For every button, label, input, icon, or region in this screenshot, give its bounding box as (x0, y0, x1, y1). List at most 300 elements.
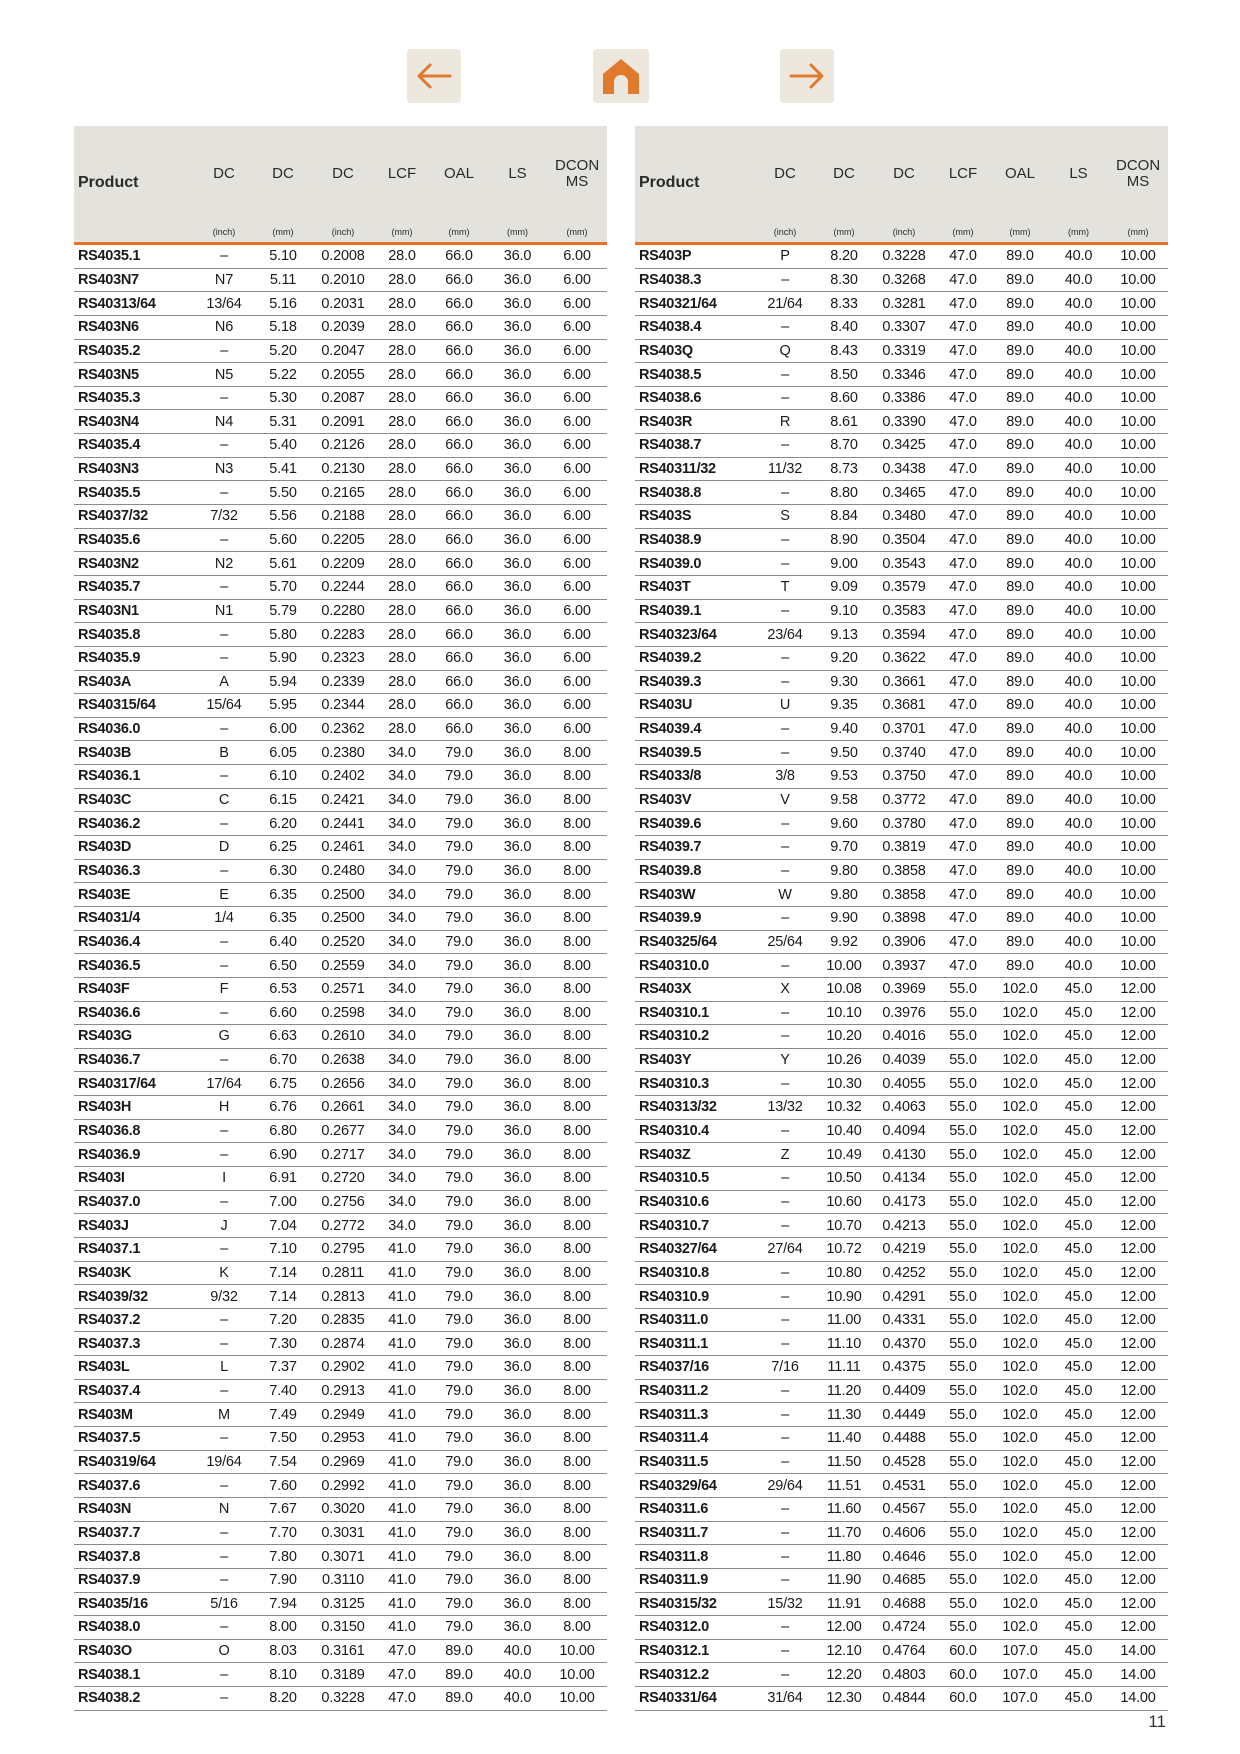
dc-inch-cell: – (755, 434, 815, 458)
dc-mm-cell: 7.04 (254, 1214, 312, 1238)
dcon-ms-cell: 12.00 (1108, 1308, 1168, 1332)
column-header-dcon-ms: DCON MS (1108, 126, 1168, 222)
oal-cell: 89.0 (991, 457, 1049, 481)
unit-dc-mm: (mm) (815, 222, 873, 244)
product-cell: RS403N7 (74, 268, 194, 292)
dc-inch-cell: 7/16 (755, 1356, 815, 1380)
dc-inch-cell: J (194, 1214, 254, 1238)
dc-inch-decimal-cell: 0.2520 (312, 930, 374, 954)
ls-cell: 36.0 (488, 859, 547, 883)
product-cell: RS40312.1 (635, 1639, 755, 1663)
ls-cell: 36.0 (488, 339, 547, 363)
ls-cell: 36.0 (488, 1190, 547, 1214)
table-row (635, 765, 1168, 789)
dc-inch-cell: – (755, 1379, 815, 1403)
ls-cell: 40.0 (1049, 552, 1108, 576)
dc-inch-decimal-cell: 0.3701 (873, 717, 935, 741)
dcon-ms-cell: 8.00 (547, 1592, 607, 1616)
product-cell: RS4036.5 (74, 954, 194, 978)
dc-inch-cell: 9/32 (194, 1285, 254, 1309)
table-row (74, 505, 607, 529)
table-row (635, 812, 1168, 836)
dc-inch-decimal-cell: 0.2402 (312, 765, 374, 789)
lcf-cell: 47.0 (935, 363, 991, 387)
table-row (635, 1427, 1168, 1451)
table-row (74, 410, 607, 434)
dc-inch-cell: – (194, 244, 254, 269)
dc-mm-cell: 10.26 (815, 1048, 873, 1072)
ls-cell: 40.0 (1049, 741, 1108, 765)
dcon-ms-cell: 14.00 (1108, 1687, 1168, 1711)
dc-mm-cell: 10.20 (815, 1025, 873, 1049)
lcf-cell: 47.0 (935, 386, 991, 410)
dc-mm-cell: 5.18 (254, 315, 312, 339)
product-cell: RS4035.5 (74, 481, 194, 505)
product-cell: RS4035.1 (74, 244, 194, 269)
dc-inch-decimal-cell: 0.2795 (312, 1237, 374, 1261)
ls-cell: 36.0 (488, 1403, 547, 1427)
table-row (74, 1143, 607, 1167)
table-row (635, 434, 1168, 458)
product-cell: RS403N3 (74, 457, 194, 481)
dc-mm-cell: 10.80 (815, 1261, 873, 1285)
oal-cell: 66.0 (430, 552, 488, 576)
next-page-button[interactable] (780, 49, 834, 103)
table-row (74, 1332, 607, 1356)
ls-cell: 36.0 (488, 1356, 547, 1380)
dc-mm-cell: 5.30 (254, 386, 312, 410)
ls-cell: 36.0 (488, 1450, 547, 1474)
dc-mm-cell: 10.00 (815, 954, 873, 978)
dc-mm-cell: 8.20 (254, 1687, 312, 1711)
lcf-cell: 34.0 (374, 1025, 430, 1049)
table-row (74, 1592, 607, 1616)
oal-cell: 79.0 (430, 1001, 488, 1025)
dc-inch-decimal-cell: 0.4055 (873, 1072, 935, 1096)
product-cell: RS403N1 (74, 599, 194, 623)
column-header-ls: LS (1049, 126, 1108, 222)
lcf-cell: 28.0 (374, 457, 430, 481)
oal-cell: 102.0 (991, 1568, 1049, 1592)
product-cell: RS40317/64 (74, 1072, 194, 1096)
dc-inch-cell: – (194, 1190, 254, 1214)
dcon-ms-cell: 8.00 (547, 977, 607, 1001)
dc-mm-cell: 6.60 (254, 1001, 312, 1025)
ls-cell: 45.0 (1049, 1072, 1108, 1096)
dc-inch-decimal-cell: 0.2008 (312, 244, 374, 269)
oal-cell: 102.0 (991, 1427, 1049, 1451)
lcf-cell: 47.0 (935, 457, 991, 481)
product-cell: RS4037/32 (74, 505, 194, 529)
oal-cell: 66.0 (430, 315, 488, 339)
table-row (74, 434, 607, 458)
oal-cell: 102.0 (991, 1214, 1049, 1238)
dcon-ms-cell: 6.00 (547, 528, 607, 552)
dcon-ms-cell: 10.00 (1108, 859, 1168, 883)
dc-mm-cell: 8.33 (815, 292, 873, 316)
table-row (74, 457, 607, 481)
product-cell: RS403K (74, 1261, 194, 1285)
page-number: 11 (1148, 1712, 1166, 1731)
ls-cell: 36.0 (488, 434, 547, 458)
oal-cell: 89.0 (991, 481, 1049, 505)
lcf-cell: 47.0 (935, 765, 991, 789)
dc-mm-cell: 6.00 (254, 717, 312, 741)
lcf-cell: 34.0 (374, 859, 430, 883)
ls-cell: 45.0 (1049, 1427, 1108, 1451)
lcf-cell: 34.0 (374, 812, 430, 836)
table-row (74, 1639, 607, 1663)
ls-cell: 36.0 (488, 670, 547, 694)
lcf-cell: 41.0 (374, 1356, 430, 1380)
lcf-cell: 55.0 (935, 1545, 991, 1569)
dc-mm-cell: 8.60 (815, 386, 873, 410)
product-cell: RS4033/8 (635, 765, 755, 789)
product-cell: RS4035.7 (74, 575, 194, 599)
lcf-cell: 28.0 (374, 292, 430, 316)
dc-inch-cell: L (194, 1356, 254, 1380)
oal-cell: 89.0 (991, 410, 1049, 434)
ls-cell: 40.0 (1049, 930, 1108, 954)
lcf-cell: 28.0 (374, 410, 430, 434)
lcf-cell: 28.0 (374, 528, 430, 552)
product-cell: RS403N5 (74, 363, 194, 387)
dc-inch-cell: – (755, 1450, 815, 1474)
dc-inch-decimal-cell: 0.3858 (873, 859, 935, 883)
product-cell: RS4038.5 (635, 363, 755, 387)
lcf-cell: 41.0 (374, 1592, 430, 1616)
dcon-ms-cell: 10.00 (1108, 954, 1168, 978)
table-row (74, 1450, 607, 1474)
lcf-cell: 55.0 (935, 1497, 991, 1521)
lcf-cell: 34.0 (374, 1001, 430, 1025)
lcf-cell: 47.0 (935, 859, 991, 883)
dc-inch-decimal-cell: 0.3661 (873, 670, 935, 694)
dc-inch-decimal-cell: 0.2717 (312, 1143, 374, 1167)
dc-inch-decimal-cell: 0.2835 (312, 1308, 374, 1332)
dc-inch-cell: – (755, 1616, 815, 1640)
dcon-ms-cell: 8.00 (547, 859, 607, 883)
dc-inch-decimal-cell: 0.4252 (873, 1261, 935, 1285)
dc-inch-decimal-cell: 0.3161 (312, 1639, 374, 1663)
dc-inch-cell: 29/64 (755, 1474, 815, 1498)
dc-mm-cell: 5.16 (254, 292, 312, 316)
lcf-cell: 34.0 (374, 765, 430, 789)
dc-mm-cell: 6.35 (254, 906, 312, 930)
dc-mm-cell: 10.32 (815, 1096, 873, 1120)
dc-mm-cell: 5.95 (254, 694, 312, 718)
dc-inch-decimal-cell: 0.3969 (873, 977, 935, 1001)
table-row (74, 859, 607, 883)
oal-cell: 66.0 (430, 670, 488, 694)
product-cell: RS4037/16 (635, 1356, 755, 1380)
ls-cell: 45.0 (1049, 1190, 1108, 1214)
dc-inch-decimal-cell: 0.2874 (312, 1332, 374, 1356)
dc-mm-cell: 5.70 (254, 575, 312, 599)
dc-inch-decimal-cell: 0.2010 (312, 268, 374, 292)
ls-cell: 36.0 (488, 1568, 547, 1592)
dcon-ms-cell: 6.00 (547, 552, 607, 576)
dc-mm-cell: 11.10 (815, 1332, 873, 1356)
product-cell: RS4036.7 (74, 1048, 194, 1072)
ls-cell: 36.0 (488, 410, 547, 434)
table-row (74, 1403, 607, 1427)
ls-cell: 40.0 (1049, 292, 1108, 316)
dcon-ms-cell: 12.00 (1108, 1119, 1168, 1143)
lcf-cell: 55.0 (935, 1237, 991, 1261)
ls-cell: 36.0 (488, 1096, 547, 1120)
product-cell: RS4039.9 (635, 906, 755, 930)
ls-cell: 40.0 (1049, 883, 1108, 907)
product-cell: RS4037.9 (74, 1568, 194, 1592)
dcon-ms-cell: 10.00 (1108, 599, 1168, 623)
dc-mm-cell: 7.10 (254, 1237, 312, 1261)
ls-cell: 40.0 (1049, 363, 1108, 387)
dc-inch-cell: S (755, 505, 815, 529)
dc-inch-decimal-cell: 0.3150 (312, 1616, 374, 1640)
product-cell: RS40315/64 (74, 694, 194, 718)
oal-cell: 66.0 (430, 410, 488, 434)
lcf-cell: 47.0 (935, 575, 991, 599)
dc-inch-decimal-cell: 0.2953 (312, 1427, 374, 1451)
dc-mm-cell: 6.35 (254, 883, 312, 907)
previous-page-button[interactable] (407, 49, 461, 103)
ls-cell: 36.0 (488, 1048, 547, 1072)
dcon-ms-cell: 6.00 (547, 670, 607, 694)
dc-inch-decimal-cell: 0.4370 (873, 1332, 935, 1356)
dcon-ms-cell: 8.00 (547, 1308, 607, 1332)
unit-product (74, 222, 194, 244)
table-row (74, 575, 607, 599)
dc-mm-cell: 11.30 (815, 1403, 873, 1427)
dc-inch-cell: 13/64 (194, 292, 254, 316)
lcf-cell: 47.0 (935, 481, 991, 505)
dc-inch-decimal-cell: 0.4213 (873, 1214, 935, 1238)
dc-mm-cell: 7.90 (254, 1568, 312, 1592)
product-cell: RS403U (635, 694, 755, 718)
dcon-ms-cell: 8.00 (547, 1166, 607, 1190)
dcon-ms-cell: 8.00 (547, 1214, 607, 1238)
dc-mm-cell: 6.15 (254, 788, 312, 812)
dc-inch-decimal-cell: 0.2055 (312, 363, 374, 387)
dc-mm-cell: 9.00 (815, 552, 873, 576)
dc-inch-cell: – (194, 930, 254, 954)
unit-lcf: (mm) (374, 222, 430, 244)
dcon-ms-cell: 10.00 (1108, 505, 1168, 529)
oal-cell: 66.0 (430, 386, 488, 410)
lcf-cell: 28.0 (374, 670, 430, 694)
dc-inch-cell: – (755, 1308, 815, 1332)
lcf-cell: 55.0 (935, 1616, 991, 1640)
lcf-cell: 28.0 (374, 315, 430, 339)
oal-cell: 66.0 (430, 599, 488, 623)
dc-mm-cell: 10.40 (815, 1119, 873, 1143)
dcon-ms-cell: 8.00 (547, 930, 607, 954)
ls-cell: 40.0 (1049, 386, 1108, 410)
dcon-ms-cell: 12.00 (1108, 1261, 1168, 1285)
table-row (74, 481, 607, 505)
lcf-cell: 47.0 (935, 339, 991, 363)
ls-cell: 45.0 (1049, 1261, 1108, 1285)
dc-inch-decimal-cell: 0.3622 (873, 646, 935, 670)
oal-cell: 89.0 (991, 315, 1049, 339)
lcf-cell: 41.0 (374, 1261, 430, 1285)
oal-cell: 79.0 (430, 930, 488, 954)
oal-cell: 89.0 (991, 836, 1049, 860)
lcf-cell: 55.0 (935, 1190, 991, 1214)
dc-inch-decimal-cell: 0.2656 (312, 1072, 374, 1096)
table-row (635, 1001, 1168, 1025)
lcf-cell: 28.0 (374, 575, 430, 599)
dc-mm-cell: 6.80 (254, 1119, 312, 1143)
lcf-cell: 34.0 (374, 1096, 430, 1120)
dcon-ms-cell: 8.00 (547, 1356, 607, 1380)
ls-cell: 36.0 (488, 1592, 547, 1616)
lcf-cell: 34.0 (374, 977, 430, 1001)
table-row (74, 670, 607, 694)
dcon-ms-cell: 12.00 (1108, 1592, 1168, 1616)
lcf-cell: 28.0 (374, 481, 430, 505)
ls-cell: 36.0 (488, 457, 547, 481)
table-row (635, 788, 1168, 812)
dc-mm-cell: 5.61 (254, 552, 312, 576)
dc-inch-decimal-cell: 0.4130 (873, 1143, 935, 1167)
lcf-cell: 47.0 (935, 812, 991, 836)
oal-cell: 102.0 (991, 1521, 1049, 1545)
table-row (635, 883, 1168, 907)
dc-inch-cell: – (755, 1545, 815, 1569)
dcon-ms-cell: 10.00 (1108, 244, 1168, 269)
dcon-ms-cell: 12.00 (1108, 1001, 1168, 1025)
dc-inch-decimal-cell: 0.4646 (873, 1545, 935, 1569)
ls-cell: 36.0 (488, 1166, 547, 1190)
dc-inch-cell: – (755, 1025, 815, 1049)
dc-inch-cell: X (755, 977, 815, 1001)
dc-inch-decimal-cell: 0.2209 (312, 552, 374, 576)
dc-inch-cell: – (194, 481, 254, 505)
oal-cell: 79.0 (430, 812, 488, 836)
dc-inch-cell: – (194, 1616, 254, 1640)
dc-inch-decimal-cell: 0.3425 (873, 434, 935, 458)
table-row (635, 1332, 1168, 1356)
home-button[interactable] (593, 49, 649, 103)
dc-inch-cell: – (755, 812, 815, 836)
dc-inch-cell: N4 (194, 410, 254, 434)
dcon-ms-cell: 12.00 (1108, 1025, 1168, 1049)
dcon-ms-cell: 8.00 (547, 1568, 607, 1592)
dc-mm-cell: 7.14 (254, 1261, 312, 1285)
dc-inch-decimal-cell: 0.4134 (873, 1166, 935, 1190)
oal-cell: 102.0 (991, 1166, 1049, 1190)
dc-mm-cell: 12.10 (815, 1639, 873, 1663)
dcon-ms-cell: 8.00 (547, 1025, 607, 1049)
dc-inch-decimal-cell: 0.2949 (312, 1403, 374, 1427)
dcon-ms-cell: 8.00 (547, 1072, 607, 1096)
dcon-ms-cell: 8.00 (547, 1237, 607, 1261)
ls-cell: 36.0 (488, 1072, 547, 1096)
lcf-cell: 55.0 (935, 1025, 991, 1049)
column-header-dc-inch: DC (755, 126, 815, 222)
dc-mm-cell: 11.60 (815, 1497, 873, 1521)
ls-cell: 40.0 (1049, 481, 1108, 505)
dc-mm-cell: 10.60 (815, 1190, 873, 1214)
lcf-cell: 34.0 (374, 906, 430, 930)
dc-mm-cell: 5.10 (254, 244, 312, 269)
dcon-ms-cell: 10.00 (1108, 930, 1168, 954)
dc-inch-cell: – (194, 954, 254, 978)
oal-cell: 102.0 (991, 1403, 1049, 1427)
dc-mm-cell: 5.31 (254, 410, 312, 434)
dcon-ms-cell: 10.00 (1108, 339, 1168, 363)
ls-cell: 36.0 (488, 788, 547, 812)
product-cell: RS40312.2 (635, 1663, 755, 1687)
dc-inch-decimal-cell: 0.4016 (873, 1025, 935, 1049)
product-cell: RS4036.8 (74, 1119, 194, 1143)
dc-inch-decimal-cell: 0.3681 (873, 694, 935, 718)
dc-inch-cell: – (755, 1190, 815, 1214)
lcf-cell: 60.0 (935, 1687, 991, 1711)
lcf-cell: 47.0 (935, 552, 991, 576)
table-row (74, 1285, 607, 1309)
dc-inch-cell: – (755, 268, 815, 292)
product-cell: RS40311.1 (635, 1332, 755, 1356)
lcf-cell: 34.0 (374, 1119, 430, 1143)
dc-mm-cell: 8.30 (815, 268, 873, 292)
table-row (635, 339, 1168, 363)
dc-inch-decimal-cell: 0.2165 (312, 481, 374, 505)
table-row (635, 1639, 1168, 1663)
lcf-cell: 47.0 (935, 505, 991, 529)
lcf-cell: 34.0 (374, 883, 430, 907)
table-row (74, 1166, 607, 1190)
oal-cell: 79.0 (430, 859, 488, 883)
lcf-cell: 47.0 (935, 599, 991, 623)
oal-cell: 79.0 (430, 1025, 488, 1049)
dc-inch-cell: 3/8 (755, 765, 815, 789)
dcon-ms-cell: 10.00 (1108, 694, 1168, 718)
lcf-cell: 34.0 (374, 930, 430, 954)
ls-cell: 45.0 (1049, 1001, 1108, 1025)
dc-inch-decimal-cell: 0.3228 (312, 1687, 374, 1711)
dc-mm-cell: 9.09 (815, 575, 873, 599)
ls-cell: 45.0 (1049, 1450, 1108, 1474)
unit-oal: (mm) (991, 222, 1049, 244)
oal-cell: 102.0 (991, 1143, 1049, 1167)
lcf-cell: 47.0 (935, 883, 991, 907)
product-cell: RS403Q (635, 339, 755, 363)
dc-mm-cell: 7.37 (254, 1356, 312, 1380)
lcf-cell: 41.0 (374, 1332, 430, 1356)
dc-mm-cell: 8.50 (815, 363, 873, 387)
product-cell: RS4038.8 (635, 481, 755, 505)
dc-inch-decimal-cell: 0.2598 (312, 1001, 374, 1025)
dc-inch-cell: – (755, 717, 815, 741)
product-cell: RS4039.8 (635, 859, 755, 883)
dcon-ms-cell: 10.00 (1108, 646, 1168, 670)
dc-mm-cell: 10.08 (815, 977, 873, 1001)
product-cell: RS4039.4 (635, 717, 755, 741)
dc-mm-cell: 7.67 (254, 1497, 312, 1521)
lcf-cell: 47.0 (935, 434, 991, 458)
dc-inch-cell: – (194, 386, 254, 410)
ls-cell: 36.0 (488, 1474, 547, 1498)
dc-inch-cell: – (194, 434, 254, 458)
dc-inch-cell: Q (755, 339, 815, 363)
dcon-ms-cell: 6.00 (547, 292, 607, 316)
oal-cell: 102.0 (991, 1616, 1049, 1640)
dcon-ms-cell: 6.00 (547, 434, 607, 458)
dc-inch-decimal-cell: 0.2902 (312, 1356, 374, 1380)
